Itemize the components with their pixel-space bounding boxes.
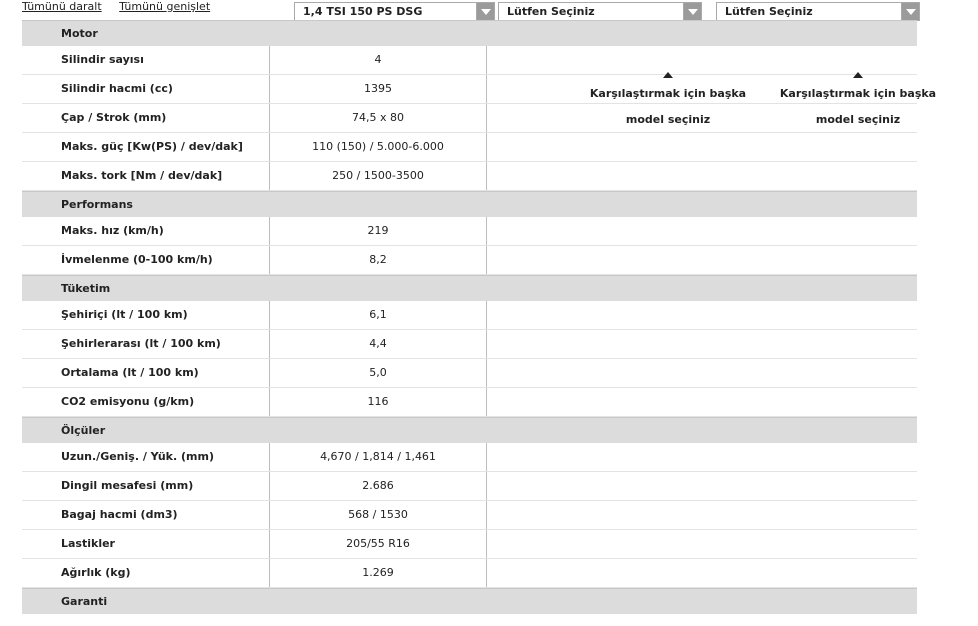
empty-compare-cell	[487, 443, 917, 471]
spec-value: 2.686	[270, 472, 487, 500]
compare-placeholder-2	[738, 72, 978, 128]
empty-compare-cell	[487, 472, 917, 500]
spec-label: Maks. hız (km/h)	[22, 217, 270, 245]
spec-value: 110 (150) / 5.000-6.000	[270, 133, 487, 161]
table-row	[22, 359, 917, 388]
placeholder-line2: model seçiniz	[625, 113, 711, 126]
placeholder-line1: Karşılaştırmak için başka	[779, 87, 937, 100]
model-select-3-value: Lütfen Seçiniz	[725, 5, 813, 18]
section-header[interactable]: Motor	[22, 20, 917, 46]
spec-value: 4,4	[270, 330, 487, 358]
spec-value: 4	[270, 46, 487, 74]
placeholder-line1: Karşılaştırmak için başka	[589, 87, 747, 100]
spec-value: 1.269	[270, 559, 487, 587]
section-header[interactable]: Garanti	[22, 588, 917, 614]
chevron-down-icon[interactable]	[901, 3, 919, 20]
spec-label: Maks. güç [Kw(PS) / dev/dak]	[22, 133, 270, 161]
expand-all-link[interactable]: Tümünü genişlet	[119, 0, 211, 13]
spec-value: 4,670 / 1,814 / 1,461	[270, 443, 487, 471]
spec-value: 1395	[270, 75, 487, 103]
table-row	[22, 559, 917, 588]
spec-label: CO2 emisyonu (g/km)	[22, 388, 270, 416]
spec-label: Silindir hacmi (cc)	[22, 75, 270, 103]
table-row	[22, 443, 917, 472]
empty-compare-cell	[487, 46, 917, 74]
section-header[interactable]: Tüketim	[22, 275, 917, 301]
spec-label: Uzun./Geniş. / Yük. (mm)	[22, 443, 270, 471]
model-select-2[interactable]	[498, 2, 702, 21]
chevron-down-icon[interactable]	[476, 3, 494, 20]
table-row	[22, 330, 917, 359]
spec-value: 219	[270, 217, 487, 245]
section-header[interactable]: Performans	[22, 191, 917, 217]
empty-compare-cell	[487, 501, 917, 529]
top-links	[22, 0, 224, 18]
empty-compare-cell	[487, 246, 917, 274]
spec-value: 5,0	[270, 359, 487, 387]
model-select-3[interactable]	[716, 2, 920, 21]
table-row	[22, 217, 917, 246]
spec-label: Dingil mesafesi (mm)	[22, 472, 270, 500]
empty-compare-cell	[487, 217, 917, 245]
table-row	[22, 301, 917, 330]
spec-label: Ağırlık (kg)	[22, 559, 270, 587]
empty-compare-cell	[487, 530, 917, 558]
spec-value: 568 / 1530	[270, 501, 487, 529]
spec-label: Şehirlerarası (lt / 100 km)	[22, 330, 270, 358]
spec-label: Bagaj hacmi (dm3)	[22, 501, 270, 529]
placeholder-line2: model seçiniz	[815, 113, 901, 126]
spec-value: 6,1	[270, 301, 487, 329]
empty-compare-cell	[487, 162, 917, 190]
empty-compare-cell	[487, 301, 917, 329]
spec-value: 8,2	[270, 246, 487, 274]
table-row	[22, 162, 917, 191]
table-row	[22, 133, 917, 162]
model-select-1-value: 1,4 TSI 150 PS DSG	[303, 5, 423, 18]
spec-label: Silindir sayısı	[22, 46, 270, 74]
triangle-up-icon	[853, 72, 863, 78]
empty-compare-cell	[487, 330, 917, 358]
empty-compare-cell	[487, 559, 917, 587]
triangle-up-icon	[663, 72, 673, 78]
table-row	[22, 530, 917, 559]
model-select-2-value: Lütfen Seçiniz	[507, 5, 595, 18]
table-row	[22, 246, 917, 275]
table-row	[22, 46, 917, 75]
spec-value: 205/55 R16	[270, 530, 487, 558]
spec-value: 74,5 x 80	[270, 104, 487, 132]
model-select-1[interactable]	[294, 2, 495, 21]
spec-label: İvmelenme (0-100 km/h)	[22, 246, 270, 274]
empty-compare-cell	[487, 133, 917, 161]
table-row	[22, 388, 917, 417]
spec-label: Ortalama (lt / 100 km)	[22, 359, 270, 387]
table-row	[22, 472, 917, 501]
spec-label: Maks. tork [Nm / dev/dak]	[22, 162, 270, 190]
empty-compare-cell	[487, 359, 917, 387]
chevron-down-icon[interactable]	[683, 3, 701, 20]
table-row	[22, 501, 917, 530]
spec-value: 116	[270, 388, 487, 416]
spec-label: Çap / Strok (mm)	[22, 104, 270, 132]
section-header[interactable]: Ölçüler	[22, 417, 917, 443]
empty-compare-cell	[487, 388, 917, 416]
spec-value: 250 / 1500-3500	[270, 162, 487, 190]
spec-label: Şehiriçi (lt / 100 km)	[22, 301, 270, 329]
collapse-all-link[interactable]: Tümünü daralt	[22, 0, 102, 13]
spec-label: Lastikler	[22, 530, 270, 558]
